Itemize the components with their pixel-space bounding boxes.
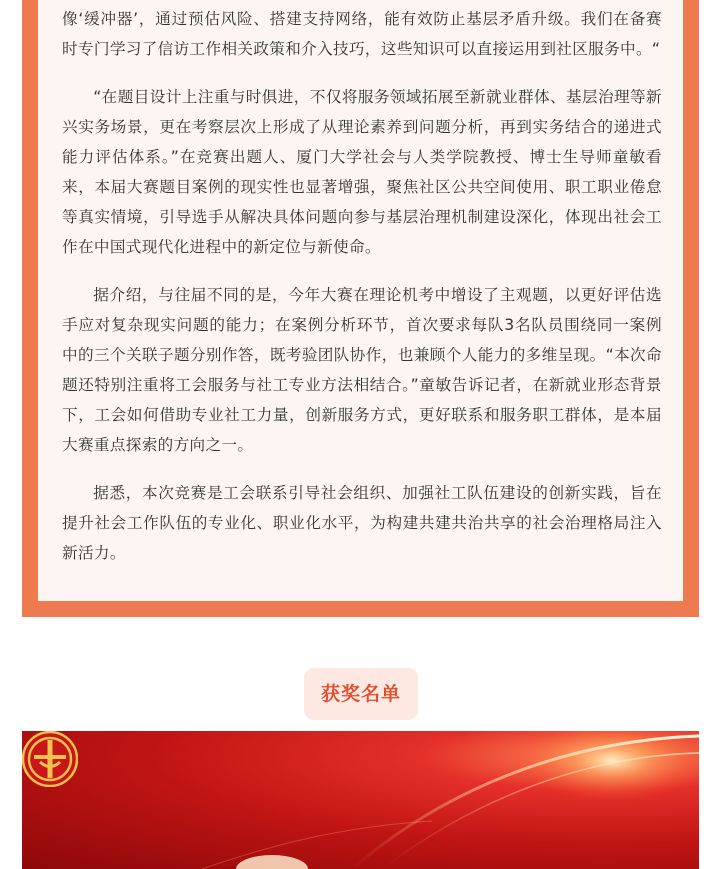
- article-body: [62, 4, 662, 586]
- section-title-badge: 获奖名单: [304, 668, 418, 720]
- award-banner-image: [22, 731, 699, 869]
- paragraph-4: 据悉，本次竞赛是工会联系引导社会组织、加强社工队伍建设的创新实践，旨在提升社会工作队伍的专业化、职业化水平，为构建共建共治共享的社会治理格局注入新活力。: [62, 484, 662, 562]
- paragraph-1: 像‘缓冲器’，通过预估风险、搭建支持网络，能有效防止基层矛盾升级。我们在备赛时专门学习了信访工作相关政策和介入技巧，这些知识可以直接运用到社区服务中。“: [62, 10, 662, 58]
- banner-decoration: [22, 731, 699, 869]
- paragraph-2: “在题目设计上注重与时俱进，不仅将服务领域拓展至新就业群体、基层治理等新兴实务场景，更在考察层次上形成了从理论素养到问题分析，再到实务结合的递进式能力评估体系。”在竞赛出题人、厦门大学社会与人类学院教授、博士生导师童敏看来，本届大赛题目案例的现实性也显著增强，聚焦社区公共空间使用、职工职业倦怠等真实情境，引导选手从解决具体问题向参与基层治理机制建设深化，体现出社会工作在中国式现代化进程中的新定位与新使命。: [62, 88, 662, 256]
- union-emblem-icon: [22, 731, 78, 787]
- paragraph-3: 据介绍，与往届不同的是，今年大赛在理论机考中增设了主观题，以更好评估选手应对复杂现实问题的能力；在案例分析环节，首次要求每队3名队员围绕同一案例中的三个关联子题分别作答，既考验团队协作，也兼顾个人能力的多维呈现。“本次命题还特别注重将工会服务与社工专业方法相结合。”童敏告诉记者，在新就业形态背景下，工会如何借助专业社工力量，创新服务方式，更好联系和服务职工群体，是本届大赛重点探索的方向之一。: [62, 286, 662, 454]
